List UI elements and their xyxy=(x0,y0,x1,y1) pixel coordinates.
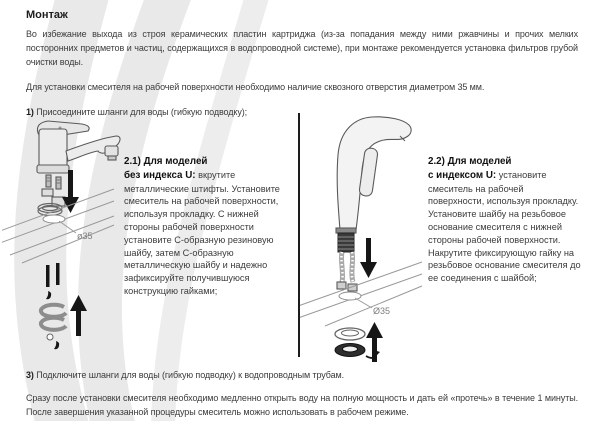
mounting-hole xyxy=(43,215,65,223)
diagram-faucet-with-index-u xyxy=(300,110,425,366)
hole-requirement-note: Для установки смесителя на рабочей поверхности необходимо наличие сквозного отверстия диаметром 35 мм. xyxy=(26,82,485,92)
spout-tip xyxy=(105,146,118,156)
metal-pin xyxy=(46,265,50,287)
step-3-number: 3) xyxy=(26,370,34,380)
step-3-text: Подключите шланги для воды (гибкую подводку) к водопроводным трубам. xyxy=(36,370,345,380)
nut xyxy=(47,334,53,340)
down-arrow-icon xyxy=(62,170,79,213)
faucet-illustration xyxy=(37,121,120,206)
aerator xyxy=(108,156,116,160)
hook-shape xyxy=(46,291,51,299)
metal-pin xyxy=(56,263,60,285)
flexible-hoses xyxy=(337,252,357,291)
base-collar xyxy=(336,228,356,233)
hole-diameter-label: Ø35 xyxy=(373,306,391,316)
step-1-number: 1) xyxy=(26,107,34,117)
step-2-1-title-line2: без индекса U: xyxy=(124,169,196,181)
intro-paragraph: Во избежание выхода из строя керамических пластин картриджа (из-за попадания между ними ржавчины и прочих мелких посторонних предметов и частиц, содержащихся в водопроводной системе), при монтаже рекомендуется установка фильтров грубой очистки воды. xyxy=(26,29,578,67)
up-arrow-icon xyxy=(70,295,87,336)
intro-section xyxy=(26,9,578,119)
threaded-base xyxy=(338,233,354,252)
step-3 xyxy=(26,368,578,382)
c-shaped-metal-washer xyxy=(41,318,66,330)
mounting-hole xyxy=(339,292,361,300)
outro-paragraph: Сразу после установки смесителя необходимо медленно открыть воду на полную мощность и дать ей «протечь» в течение 1 минуты. После завершения указанной процедуры смеситель можно использовать в рабочем режиме. xyxy=(26,393,578,417)
diagram-faucet-without-index-u xyxy=(2,113,124,367)
step-2-2-title-line1: 2.2) Для моделей xyxy=(428,156,512,167)
step-2-1-title-line1: 2.1) Для моделей xyxy=(124,156,208,167)
step-1-text: Присоедините шланги для воды (гибкую подводку); xyxy=(36,107,248,117)
step-2-1 xyxy=(124,155,292,298)
step-2-1-text: вкрутите металлические штифты. Установите смеситель на рабочей поверхности, используя прокладку. С нижней стороны рабочей поверхности установите С-образную резиновую шайбу, затем С-образную металлическую шайбу и надежно зафиксируйте получившуюся конструкцию гайками; xyxy=(124,169,280,296)
mounting-studs xyxy=(42,175,65,206)
step-2-2-title-line2: с индексом U: xyxy=(428,169,497,181)
worktop-surface xyxy=(300,262,422,326)
step-2-2-text: установите смеситель на рабочей поверхности, используя прокладку. Установите шайбу на резьбовое основание смесителя с нижней стороны рабочей поверхности. Накрутите фиксирующую гайку на резьбовое основание смесителя до ее соединения с шайбой; xyxy=(428,169,581,284)
up-arrow-icon xyxy=(366,322,383,362)
hook-shape xyxy=(54,341,59,349)
faucet-body xyxy=(39,129,67,169)
base-flange xyxy=(37,165,69,173)
fixing-nut-hole xyxy=(343,346,358,352)
c-shaped-rubber-washer xyxy=(41,305,66,317)
page-title: Монтаж xyxy=(26,9,68,21)
step-2-2 xyxy=(428,155,582,285)
fasteners-group xyxy=(41,263,66,349)
closing-section xyxy=(26,368,578,419)
down-arrow-icon xyxy=(360,238,377,278)
hole-diameter-label: ø35 xyxy=(77,231,93,241)
